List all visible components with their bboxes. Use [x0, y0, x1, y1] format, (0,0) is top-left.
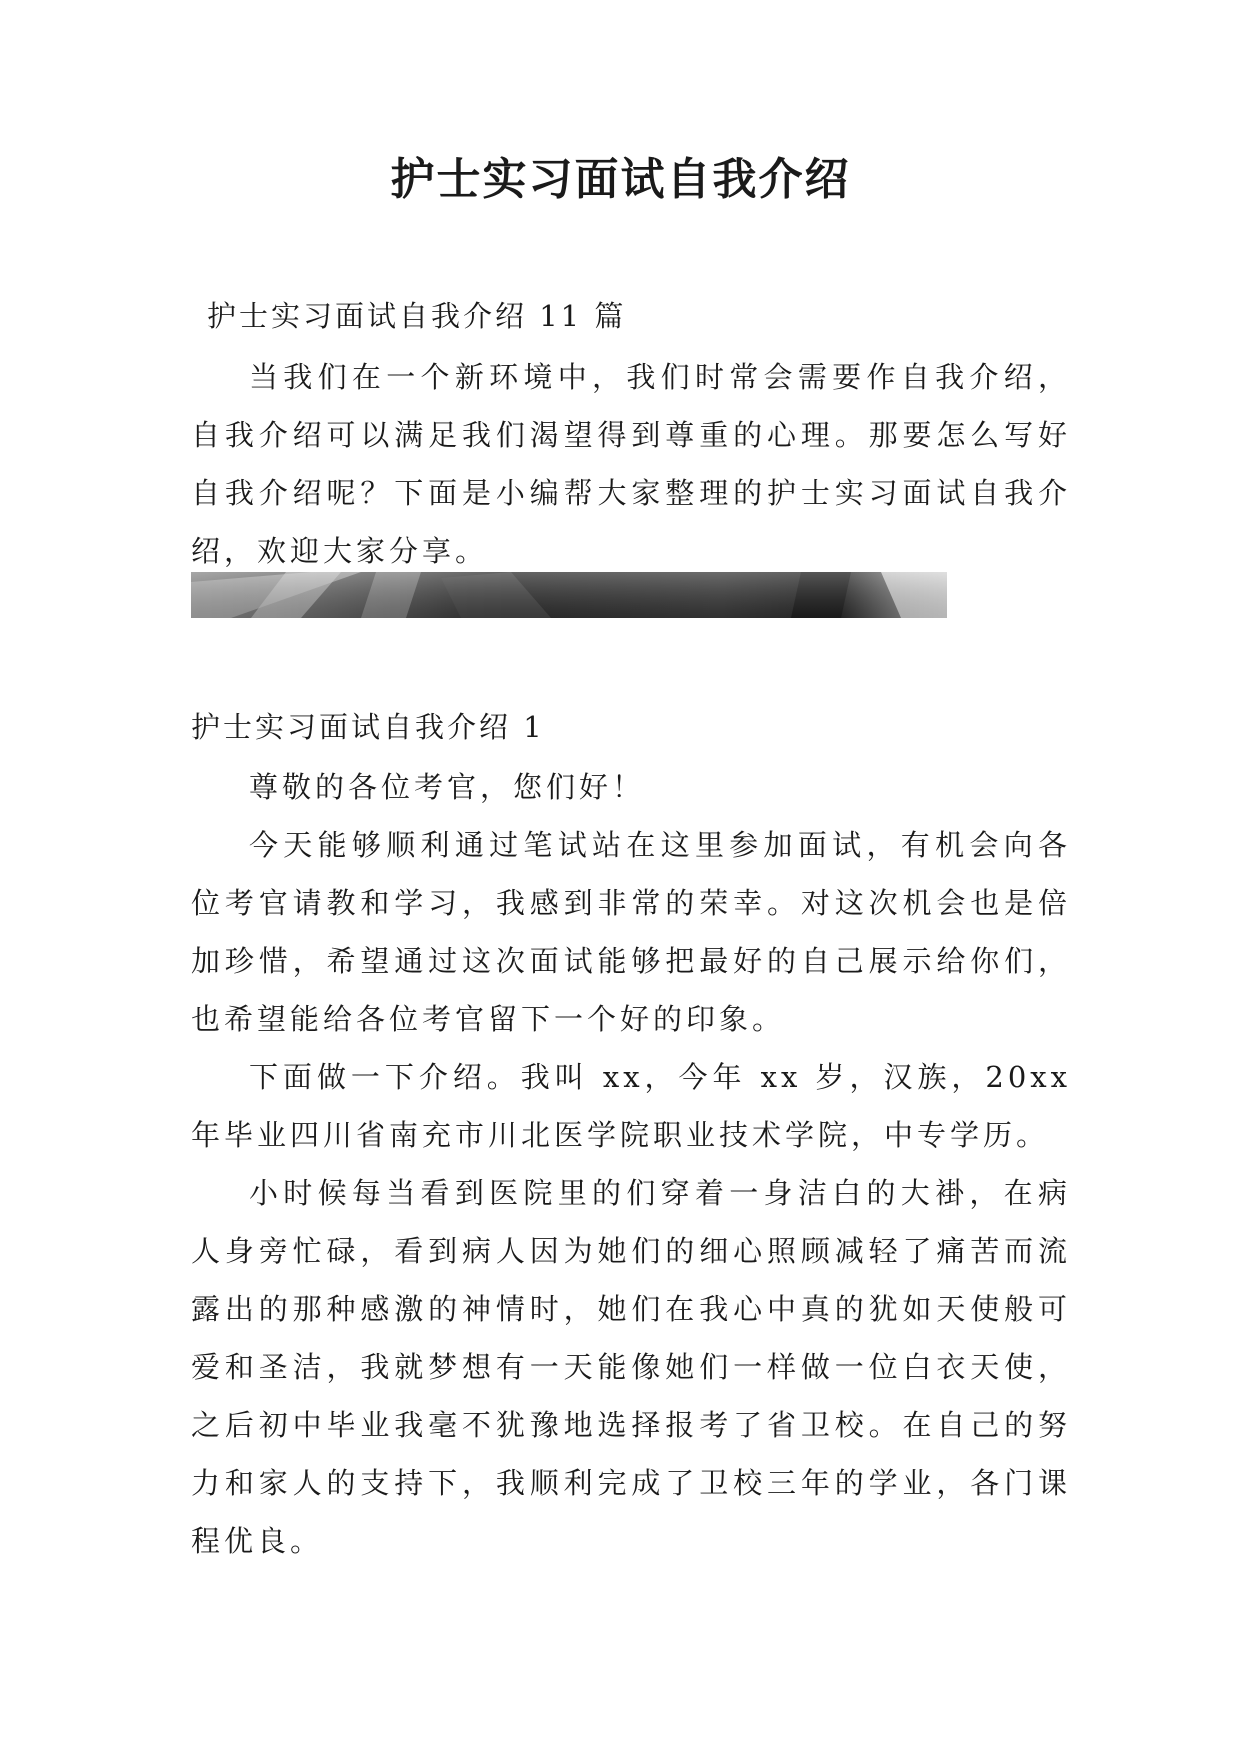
cropped-photo-banner [191, 572, 947, 618]
section-body [191, 758, 1071, 1570]
section-heading: 护士实习面试自我介绍 1 [191, 710, 545, 744]
document-subtitle: 护士实习面试自我介绍 11 篇 [207, 299, 627, 333]
body-paragraph: 今天能够顺利通过笔试站在这里参加面试，有机会向各位考官请教和学习，我感到非常的荣幸。对这次机会也是倍加珍惜，希望通过这次面试能够把最好的自己展示给你们，也希望能给各位考官留下一个好的印象。 [191, 828, 1071, 1036]
body-paragraph: 尊敬的各位考官，您们好！ [249, 770, 646, 804]
intro-block [191, 348, 1071, 580]
body-paragraph: 下面做一下介绍。我叫 xx，今年 xx 岁，汉族，20xx 年毕业四川省南充市川北医学院职业技术学院，中专学历。 [191, 1060, 1071, 1152]
document-title: 护士实习面试自我介绍 [390, 154, 851, 205]
body-paragraph: 小时候每当看到医院里的们穿着一身洁白的大褂，在病人身旁忙碌，看到病人因为她们的细心照顾减轻了痛苦而流露出的那种感激的神情时，她们在我心中真的犹如天使般可爱和圣洁，我就梦想有一天能像她们一样做一位白衣天使，之后初中毕业我毫不犹豫地选择报考了省卫校。在自己的努力和家人的支持下，我顺利完成了卫校三年的学业，各门课程优良。 [191, 1176, 1071, 1558]
intro-paragraph: 当我们在一个新环境中，我们时常会需要作自我介绍，自我介绍可以满足我们渴望得到尊重的心理。那要怎么写好自我介绍呢？下面是小编帮大家整理的护士实习面试自我介绍，欢迎大家分享。 [191, 360, 1071, 568]
